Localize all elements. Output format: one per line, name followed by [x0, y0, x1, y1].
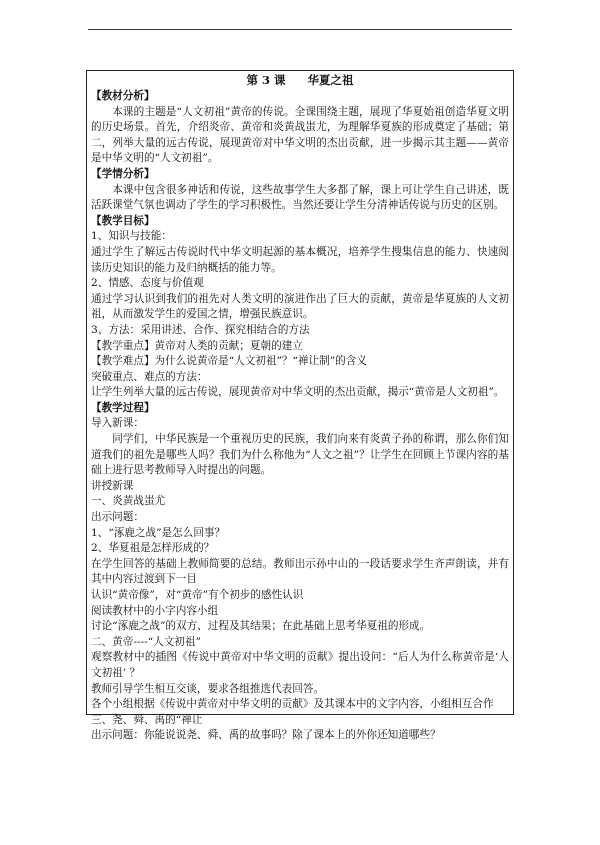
lesson-plan-table — [86, 70, 514, 742]
guide-text: 教师引导学生相互交谈，要求各组推选代表回答。 — [91, 682, 325, 695]
intro-text: 同学们，中华民族是一个重视历史的民族，我们向来有炎黄子孙的称谓，那么你们知道我们的祖先是哪些人吗？我们为什么称他为“人文之祖”？让学生在回顾上节课内容的基础上进行思考教师导入时提出的问题。 — [91, 433, 509, 477]
question-1: 1、“涿鹿之战”是怎么回事？ — [91, 526, 226, 539]
discuss-text: 讨论“涿鹿之战”的双方、过程及其结果；在此基础上思考华夏祖的形成。 — [91, 620, 431, 633]
header-rule — [88, 29, 512, 30]
analysis-heading: 【教材分析】 — [91, 90, 155, 102]
observe-text: 观察教材中的插图《传说中黄帝对中华文明的贡献》提出设问：“后人为什么称黄帝是‘人文初祖’ ？ — [91, 651, 509, 679]
breakthrough-title: 突破重点、难点的方法： — [91, 370, 208, 383]
goal1-title: 1、知识与技能： — [91, 230, 172, 243]
lesson-name: 华夏之祖 — [307, 73, 354, 87]
goal1-text: 通过学生了解远古传说时代中华文明起源的基本概况，培养学生搜集信息的能力、快速阅读历史知识的能力及归纳概括的能力等。 — [91, 245, 509, 274]
goal3-text: 3、方法：采用讲述、合作、探究相结合的方法 — [91, 323, 310, 336]
goal2-title: 2、情感、态度与价值观 — [91, 277, 204, 290]
show-questions-1: 出示问题： — [91, 511, 144, 524]
group-read: 阅读教材中的小字内容小组 — [91, 604, 219, 617]
process-heading: 【教学过程】 — [91, 401, 155, 414]
part3-title: 三、尧、舜、禹的“禅让 — [91, 713, 203, 726]
part2-title: 二、黄帝----“人文初祖” — [91, 635, 201, 648]
key-points: 【教学重点】黄帝对人类的贡献；夏朝的建立 — [91, 339, 303, 352]
groups-text: 各个小组根据《传说中黄帝对中华文明的贡献》及其课本中的文字内容，小组相互合作 — [91, 698, 494, 711]
intro-title: 导入新课： — [91, 417, 144, 430]
learner-heading: 【学情分析】 — [91, 167, 155, 180]
lesson-title — [91, 73, 509, 88]
show-questions-2: 出示问题：你能说说尧、舜、禹的故事吗？除了课本上的外你还知道哪些？ — [91, 729, 441, 742]
answer-text: 在学生回答的基础上教师简要的总结。教师出示孙中山的一段话要求学生齐声朗读，并有其中内容过渡到下一目 — [91, 557, 509, 586]
analysis-text: 本课的主题是“人文初祖”黄帝的传说。全课围绕主题，展现了华夏始祖创造华夏文明的历史场景。首先，介绍炎帝、黄帝和炎黄战蚩尤，为理解华夏族的形成奠定了基础；第二，列举大量的远古传说，展现黄帝对中华文明的杰出贡献，进一步揭示其主题——黄帝是中华文明的“人文初祖”。 — [91, 105, 509, 165]
breakthrough-text: 让学生列举大量的远古传说，展现黄帝对中华文明的杰出贡献，揭示“黄帝是人文初祖”。 — [91, 386, 505, 399]
goals-heading: 【教学目标】 — [91, 214, 155, 227]
learner-text: 本课中包含很多神话和传说，这些故事学生大多都了解，课上可让学生自己讲述，既活跃课堂气氛也调动了学生的学习积极性。当然还要让学生分清神话传说与历史的区别。 — [91, 183, 509, 212]
difficult-points: 【教学难点】为什么说黄帝是“人文初祖”？“禅让制”的含义 — [91, 355, 367, 368]
goal2-text: 通过学习认识到我们的祖先对人类文明的演进作出了巨大的贡献，黄帝是华夏族的人文初祖，从而激发学生的爱国之情，增强民族意识。 — [91, 292, 509, 321]
part1-title: 一、炎黄战蚩尤 — [91, 495, 166, 508]
new-lesson: 讲授新课 — [91, 479, 134, 492]
question-2: 2、华夏祖是怎样形成的？ — [91, 542, 215, 555]
recognize-text: 认识“黄帝像”，对“黄帝”有个初步的感性认识 — [91, 589, 304, 601]
lesson-number: 第 3 课 — [246, 73, 286, 87]
